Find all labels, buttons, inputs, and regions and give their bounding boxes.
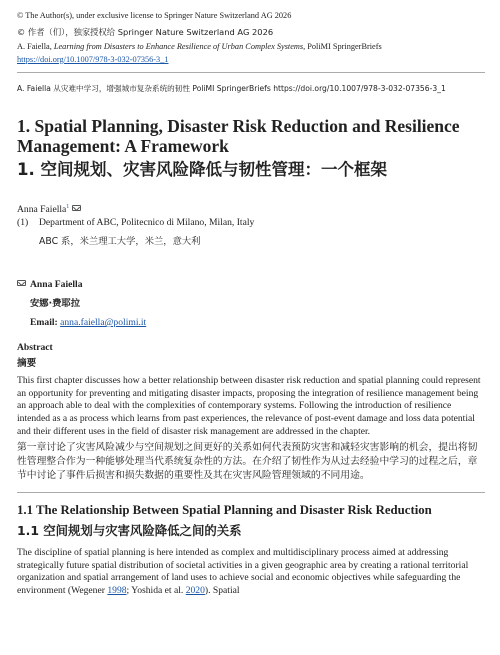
contact-name: Anna Faiella [30, 279, 83, 291]
abstract-heading: Abstract [17, 342, 53, 354]
citation: A. Faiella, Learning from Disasters to Enhance Resilience of Urban Complex Systems, PoliMI SpringerBriefs [17, 42, 382, 52]
contact-name-zh: 安娜·费耶拉 [30, 298, 81, 310]
section-heading-zh: 1.1 空间规划与灾害风险降低之间的关系 [17, 523, 242, 539]
citation-link[interactable]: 2020 [185, 584, 205, 596]
affiliation-zh: ABC 系，米兰理工大学，米兰，意大利 [39, 236, 201, 248]
section-heading: 1.1 The Relationship Between Spatial Planning and Disaster Risk Reduction [17, 503, 432, 518]
author-line [17, 201, 485, 216]
copyright-zh: © 作者（们），独家授权给 Springer Nature Switzerland AG 2026 [17, 26, 274, 37]
section-paragraph: The discipline of spatial planning is here intended as complex and multidisciplinary process aimed at addressing strategically future spatial distribution of societal activities in a given geographic area by creating a rational territorial organization and spatial arrangement of land uses to achieve social and economic objectives while safeguarding the environment (Wegener 1998; Yoshida et al. 2020). Spatial [17, 547, 469, 596]
divider [17, 72, 485, 73]
affiliation: (1) Department of ABC, Politecnico di Milano, Milan, Italy [17, 217, 255, 229]
email-line: Email: anna.faiella@polimi.it [30, 317, 147, 329]
affiliation-ref[interactable]: 1 [66, 203, 70, 210]
doi-link[interactable]: https://doi.org/10.1007/978-3-032-07356-3_1 [17, 54, 169, 64]
chapter-title: 1. Spatial Planning, Disaster Risk Reduction and Resilience Management: A Framework [17, 115, 460, 156]
affiliation-en: Department of ABC, Politecnico di Milano, Milan, Italy [39, 217, 255, 229]
abstract-text: This first chapter discusses how a better relationship between disaster risk reduction and spatial planning could represent an opportunity for preventing and mitigating disaster impacts, proposing the integration of resilience management being an approach able to deal with the complexities of contemporary systems. Following the introduction of resilience intended as a as process which learns from past experiences, the relevance of post-event damage and loss data potential and their different uses in the field of disaster risk management are addressed in the chapter. [17, 375, 481, 437]
abstract-heading-zh: 摘要 [17, 358, 37, 370]
email-link[interactable]: anna.faiella@polimi.it [60, 317, 147, 329]
citation-link[interactable]: 1998 [107, 584, 127, 596]
citation-zh: A. Faiella 从灾难中学习，增强城市复杂系统的韧性 PoliMI SpringerBriefs https://doi.org/10.1007/978-3-032-07356-3_1 [17, 84, 446, 94]
book-title: Learning from Disasters to Enhance Resilience of Urban Complex Systems [53, 42, 304, 52]
abstract-text-zh: 第一章讨论了灾害风险减少与空间规划之间更好的关系如何代表预防灾害和减轻灾害影响的机会，提出将韧性管理整合作为一种能够处理当代系统复杂性的方法。在介绍了韧性作为从过去经验中学习的过程之后，章节中讨论了事件后损害和损失数据的重要性及其在灾害风险管理领域的不同用途。 [17, 442, 478, 482]
mail-icon[interactable] [17, 280, 26, 286]
copyright-en: © The Author(s), under exclusive license to Springer Nature Switzerland AG 2026 [17, 11, 292, 20]
meta-block [17, 10, 485, 96]
contact-author [17, 278, 485, 291]
mail-icon[interactable] [72, 205, 81, 211]
author-name: Anna Faiella [17, 204, 67, 216]
chapter-title-zh: 1. 空间规划、灾害风险降低与韧性管理：一个框架 [17, 159, 387, 179]
